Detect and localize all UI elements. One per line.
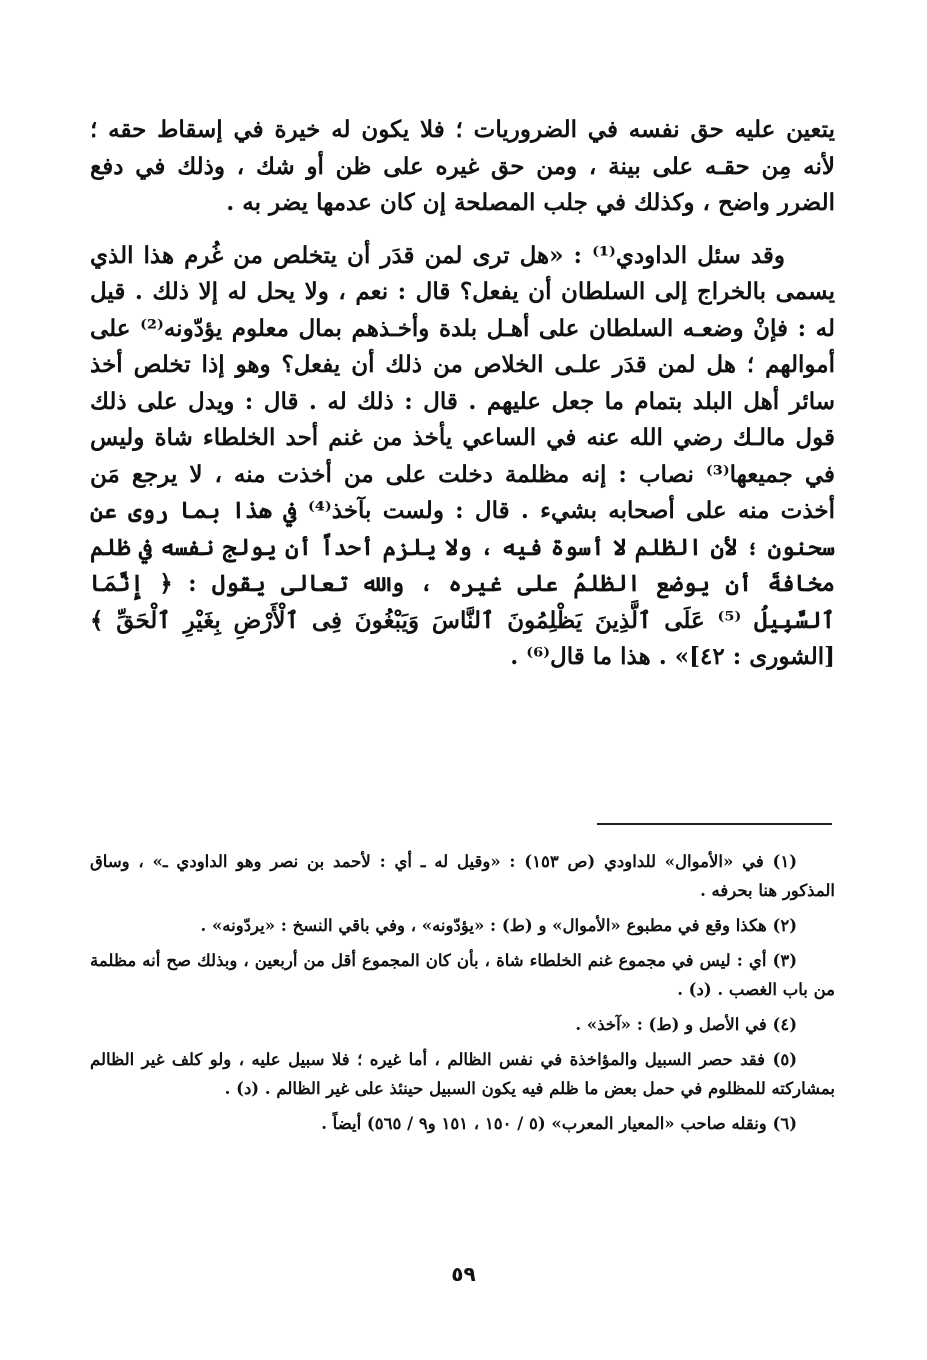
paragraph-2-main: وقد سئل الداودي⁽¹⁾ : «هل ترى لمن قدَر أن يتخلص من غُرم هذا الذي يسمى بالخراج إلى السلطان أن يفعل؟ قال : نعم ، ولا يحل له إلا ذلك . قيل له : فإنْ وضعـه السلطان على أهـل بلدة وأخـذهم بمال معلوم يؤدّونه⁽²⁾ على أموالهم ؛ هل لمن قدَر علـى الخلاص من ذلك أن يفعل؟ وهو إذا تخلص أخذ سائر أهل البلد بتمام ما جعل عليهم . قال : ذلك له . قال : ويدل على ذلك قول مالـك رضي الله عنه في الساعي يأخذ من غنم أحد الخلطاء شاة وليس في جميعها⁽³⁾ نصاب : إنه مظلمة دخلت على من أخذت منه ، لا يرجع مَن أخذت منه على أصحابه بشيء . قال : ولست بآخذ⁽⁴⁾ في هذا بما روى عن سحنون ؛ لأن الظلم لا أسوة فيه ، ولا يلزم أحداً أن يولج نفسه في ظلم مخافةَ أن يوضع الظلمُ على غيره ، والله تعالى يقول : [90, 241, 835, 597]
quran-verse: ﴿ إِنَّمَا ٱلسَّبِيلُ ⁽⁵⁾ عَلَى ٱلَّذِينَ يَظْلِمُونَ ٱلنَّاسَ وَيَبْغُونَ فِى ٱلْأَرْضِ بِغَيْرِ ٱلْحَقِّ ﴾ [90, 570, 836, 634]
footnote-2: (٢) هكذا وقع في مطبوع «الأموال» و (ط) : «يؤدّونه» ، وفي باقي النسخ : «يردّونه» . [200, 916, 797, 935]
verse-citation: [الشورى : ٤٢]» . هذا ما قال⁽⁶⁾ . [510, 643, 835, 670]
paragraph-2 [90, 238, 835, 676]
footnote-3: (٣) أي : ليس في مجموع غنم الخلطاء شاة ، بأن كان المجموع أقل من أربعين ، وبذلك صح أنه مظلمة من باب الغصب . (د) . [90, 951, 835, 999]
page-number: ٥٩ [451, 1262, 476, 1286]
footnote-4: (٤) في الأصل و (ط) : «آخذ» . [575, 1015, 797, 1034]
main-text [90, 112, 835, 676]
footnotes [90, 847, 835, 1144]
footnote-6: (٦) ونقله صاحب «المعيار المعرب» (٥ / ١٥٠ ، ١٥١ و٩ / ٥٦٥) أيضاً . [321, 1114, 797, 1133]
footnote-1: (١) في «الأموال» للداودي (ص ١٥٣) : «وقيل له ـ أي : لأحمد بن نصر وهو الداودي ـ» ، وساق المذكور هنا بحرفه . [90, 852, 835, 900]
footnote-separator [597, 823, 832, 825]
footnote-5: (٥) فقد حصر السبيل والمؤاخذة في نفس الظالم ، أما غيره ؛ فلا سبيل عليه ، ولو كلف غير الظالم بمشاركته للمظلوم في حمل بعض ما ظلم فيه يكون السبيل حينئذ على غير الظالم . (د) . [90, 1050, 835, 1098]
paragraph-1: يتعين عليه حق نفسه في الضروريات ؛ فلا يكون له خيرة في إسقاط حقه ؛ لأنه مِن حقـه على بينة ، ومن حق غيره على ظن أو شك ، وذلك في دفع الضرر واضح ، وكذلك في جلب المصلحة إن كان عدمها يضر به . [90, 116, 835, 216]
